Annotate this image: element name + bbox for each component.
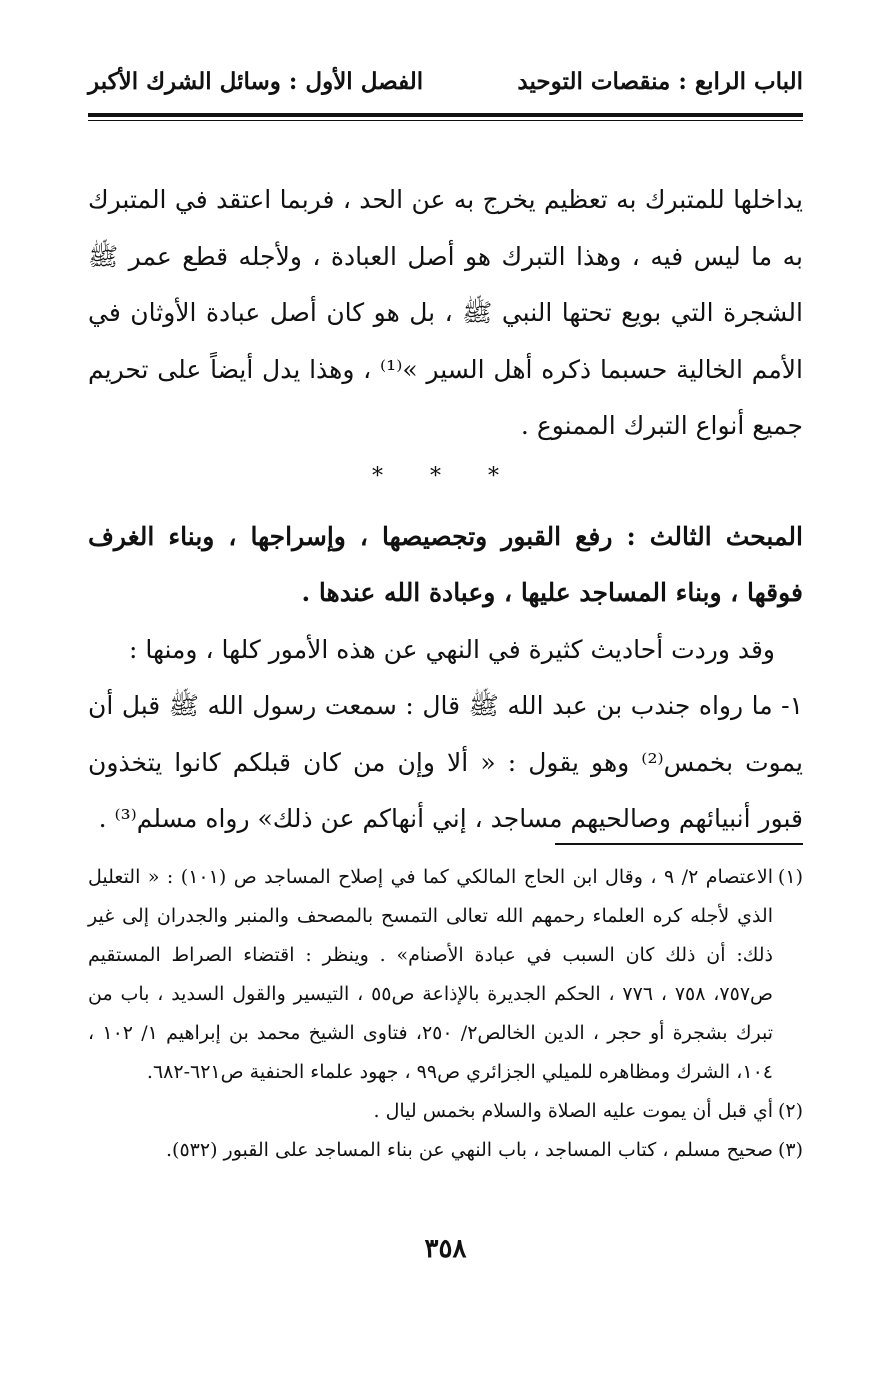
paragraph-continuation: يداخلها للمتبرك به تعظيم يخرج به عن الحد ، فربما اعتقد في المتبرك به ما ليس فيه ، وهذا التبرك هو أصل العبادة ، ولأجله قطع عمر ﷺ الشجرة التي بويع تحتها النبي ﷺ ، بل هو كان أصل عبادة الأوثان في الأمم الخالية حسبما ذكره أهل السير »⁽¹⁾ ، وهذا يدل أيضاً على تحريم جميع أنواع التبرك الممنوع . (88, 185, 803, 440)
intro-paragraph: وقد وردت أحاديث كثيرة في النهي عن هذه الأمور كلها ، ومنها : (128, 634, 775, 664)
footnote-number: (٣) (777, 1139, 803, 1161)
footnote-2 (88, 1092, 803, 1131)
main-text (88, 172, 803, 848)
chapter-title: الباب الرابع : منقصات التوحيد (517, 68, 803, 95)
footnote-rule (555, 843, 803, 845)
running-header (88, 68, 803, 108)
footnote-text: أي قبل أن يموت عليه الصلاة والسلام بخمس ليال . (373, 1100, 773, 1122)
hadith-paragraph: ١- ما رواه جندب بن عبد الله ﷺ قال : سمعت رسول الله ﷺ قبل أن يموت بخمس⁽²⁾ وهو يقول : « ألا وإن من كان قبلكم كانوا يتخذون قبور أنبيائهم وصالحيهم مساجد ، إني أنهاكم عن ذلك» رواه مسلم⁽³⁾ . (88, 691, 803, 833)
footnote-3 (88, 1131, 803, 1170)
page-number: ٣٥٨ (424, 1234, 467, 1264)
footnote-text: صحيح مسلم ، كتاب المساجد ، باب النهي عن بناء المساجد على القبور (٥٣٢). (166, 1139, 773, 1161)
footnote-text: الاعتصام ٢/ ٩ ، وقال ابن الحاج المالكي كما في إصلاح المساجد ص (١٠١) : « التعليل الذي لأجله كره العلماء رحمهم الله تعالى التمسح بالمصحف والمنبر والجدران إلى غير ذلك: أن ذلك كان السبب في عبادة الأصنام» . وينظر : اقتضاء الصراط المستقيم ص٧٥٧، ٧٥٨ ، ٧٧٦ ، الحكم الجديرة بالإذاعة ص٥٥ ، التيسير والقول السديد ، باب من تبرك بشجرة أو حجر ، الدين الخالص٢/ ٢٥٠، فتاوى الشيخ محمد بن إبراهيم ١/ ١٠٢ ، ١٠٤، الشرك ومظاهره للميلي الجزائري ص٩٩ ، جهود علماء الحنفية ص٦٢١-٦٨٢. (88, 866, 774, 1083)
footnote-1 (88, 858, 803, 1092)
footnote-number: (٢) (777, 1100, 803, 1122)
section-title: الفصل الأول : وسائل الشرك الأكبر (88, 68, 424, 95)
footnotes (88, 858, 803, 1170)
header-rule-thin (88, 120, 803, 121)
section-separator: * * * (372, 463, 519, 489)
section-heading: المبحث الثالث : رفع القبور وتجصيصها ، وإسراجها ، وبناء الغرف فوقها ، وبناء المساجد عليها ، وعبادة الله عندها . (88, 521, 803, 607)
footnote-number: (١) (777, 866, 803, 888)
header-rule-thick (88, 113, 803, 117)
